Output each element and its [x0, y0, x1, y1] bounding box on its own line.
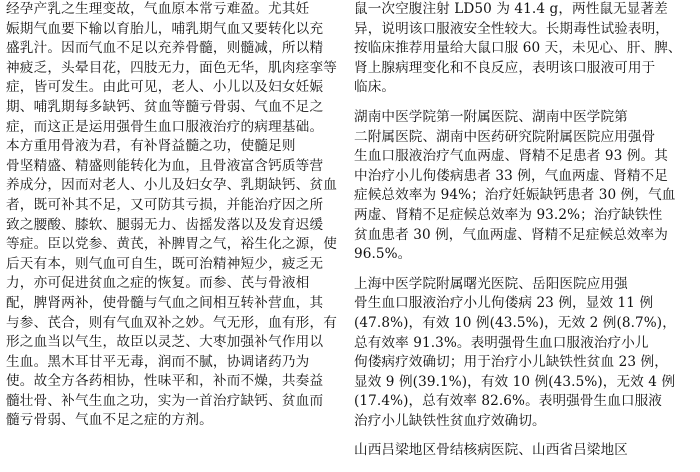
paragraph-shanghai-trial [354, 275, 694, 432]
text-line: 湖南中医学院第一附属医院、湖南中医学院第 [354, 108, 628, 125]
text-line: 中治疗小儿佝偻病患者 33 例，气血两虚、肾精不足 [354, 167, 668, 184]
text-line: 致之腰酸、膝软、腿弱无力、齿摇发落以及发育迟缓 [6, 216, 324, 233]
text-line: 经孕产乳之生理变故，气血原本常亏难盈。尤其妊 [6, 1, 310, 17]
text-line: 鼠一次空腹注射 LD50 为 41.4 g，两性鼠无显著差 [354, 1, 668, 17]
text-line: 神疲乏，头晕目花，四肢无力，面色无华，肌肉痉挛等 [6, 59, 338, 76]
text-line: 显效 9 例(39.1%)，有效 10 例(43.5%)，无效 4 例 [354, 373, 676, 390]
paragraph-formula [6, 137, 342, 431]
text-line: 96.5%。 [354, 246, 412, 263]
text-line: 期、哺乳期每多缺钙、贫血等髓亏骨弱、气血不足之 [6, 98, 324, 115]
paragraph-gap [354, 98, 694, 108]
left-column [6, 0, 342, 431]
text-line: 症候总效率为 94%；治疗妊娠缺钙患者 30 例，气血 [354, 187, 676, 204]
text-line: 者，既可补其不足，又可防其亏损，并能治疗因之所 [6, 196, 324, 213]
text-line: (47.8%)，有效 10 例(43.5%)，无效 2 例(8.7%)， [354, 314, 676, 331]
text-line: 髓亏骨弱、气血不足之症的方剂。 [6, 412, 213, 429]
text-line: 等症。臣以党参、黄芪，补脾胃之气，裕生化之源，使 [6, 236, 338, 253]
right-column [354, 0, 694, 461]
text-line: 异，说明该口服液安全性较大。长期毒性试验表明， [354, 20, 669, 37]
text-line: 按临床推荐用量给大鼠口服 60 天，未见心、肝、脾、 [354, 40, 682, 57]
text-line: 力，亦可促进贫血之症的恢复。而参、芪与骨液相 [6, 275, 310, 292]
text-line: 生血。黑木耳甘平无毒，润而不腻，协调诸药乃为 [6, 353, 310, 370]
paragraph-gap [354, 431, 694, 441]
text-line: 使。故全方各药相协，性味平和，补而不燥，共奏益 [6, 373, 324, 390]
text-line: 娠期气血要下输以育胎儿，哺乳期气血又要转化以充 [6, 20, 324, 37]
text-line: (17.4%)，总有效率 82.6%。表明强骨生血口服液 [354, 393, 663, 410]
paragraph-hunan-trial [354, 108, 694, 265]
text-line: 骨坚精盛、精盛则能转化为血，且骨液富含钙质等营 [6, 157, 324, 174]
text-line: 佝偻病疗效确切；用于治疗小儿缺铁性贫血 23 例， [354, 354, 668, 371]
text-line: 治疗小儿缺铁性贫血疗效确切。 [354, 412, 546, 429]
text-line: 后天有本，则气血可自生，既可治精神短少，疲乏无 [6, 255, 324, 272]
paragraph-physiology [6, 0, 342, 137]
text-line: 配，脾肾两补，使骨髓与气血之间相互转补营血，其 [6, 294, 324, 311]
text-line: 形之血当以气生，故臣以灵芝、大枣加强补气作用以 [6, 334, 324, 351]
text-line: 生血口服液治疗气血两虚、肾精不足患者 93 例。其 [354, 148, 668, 165]
text-line: 上海中医学院附属曙光医院、岳阳医院应用强 [354, 275, 628, 292]
text-line: 肾上腺病理变化和不良反应，表明该口服液可用于 [354, 59, 656, 76]
text-line: 贫血患者 30 例，气血两虚、肾精不足症候总效率为 [354, 226, 668, 243]
text-line: 髓壮骨、补气生血之功，实为一首治疗缺钙、贫血而 [6, 392, 324, 409]
text-line: 临床。 [354, 79, 396, 96]
paragraph-shanxi-trial [354, 441, 694, 461]
text-line: 总有效率 91.3%。表明强骨生血口服液治疗小儿 [354, 334, 649, 351]
text-line: 骨生血口服液治疗小儿佝偻病 23 例，显效 11 例 [354, 295, 654, 312]
text-line: 二附属医院、湖南中医药研究院附属医院应用强骨 [354, 128, 656, 145]
text-line: 养成分，因而对老人、小儿及妇女孕、乳期缺钙、贫血 [6, 177, 338, 194]
text-line: 本方重用骨液为君，有补肾益髓之功，使髓足则 [6, 138, 296, 155]
text-line: 山西吕梁地区骨结核病医院、山西省吕梁地区 [354, 442, 628, 459]
text-line: 两虚、肾精不足症候总效率为 93.2%；治疗缺铁性 [354, 206, 663, 223]
paragraph-gap [354, 265, 694, 275]
text-line: 症，而这正是运用强骨生血口服液治疗的病理基础。 [6, 118, 324, 135]
text-line: 盛乳汁。因而气血不足以充养骨髓，则髓减，所以精 [6, 40, 324, 57]
paragraph-toxicity [354, 0, 694, 98]
text-line: 与参、芪合，则有气血双补之妙。气无形，血有形，有 [6, 314, 338, 331]
text-line: 症，皆可发生。由此可见，老人、小儿以及妇女妊娠 [6, 79, 324, 96]
